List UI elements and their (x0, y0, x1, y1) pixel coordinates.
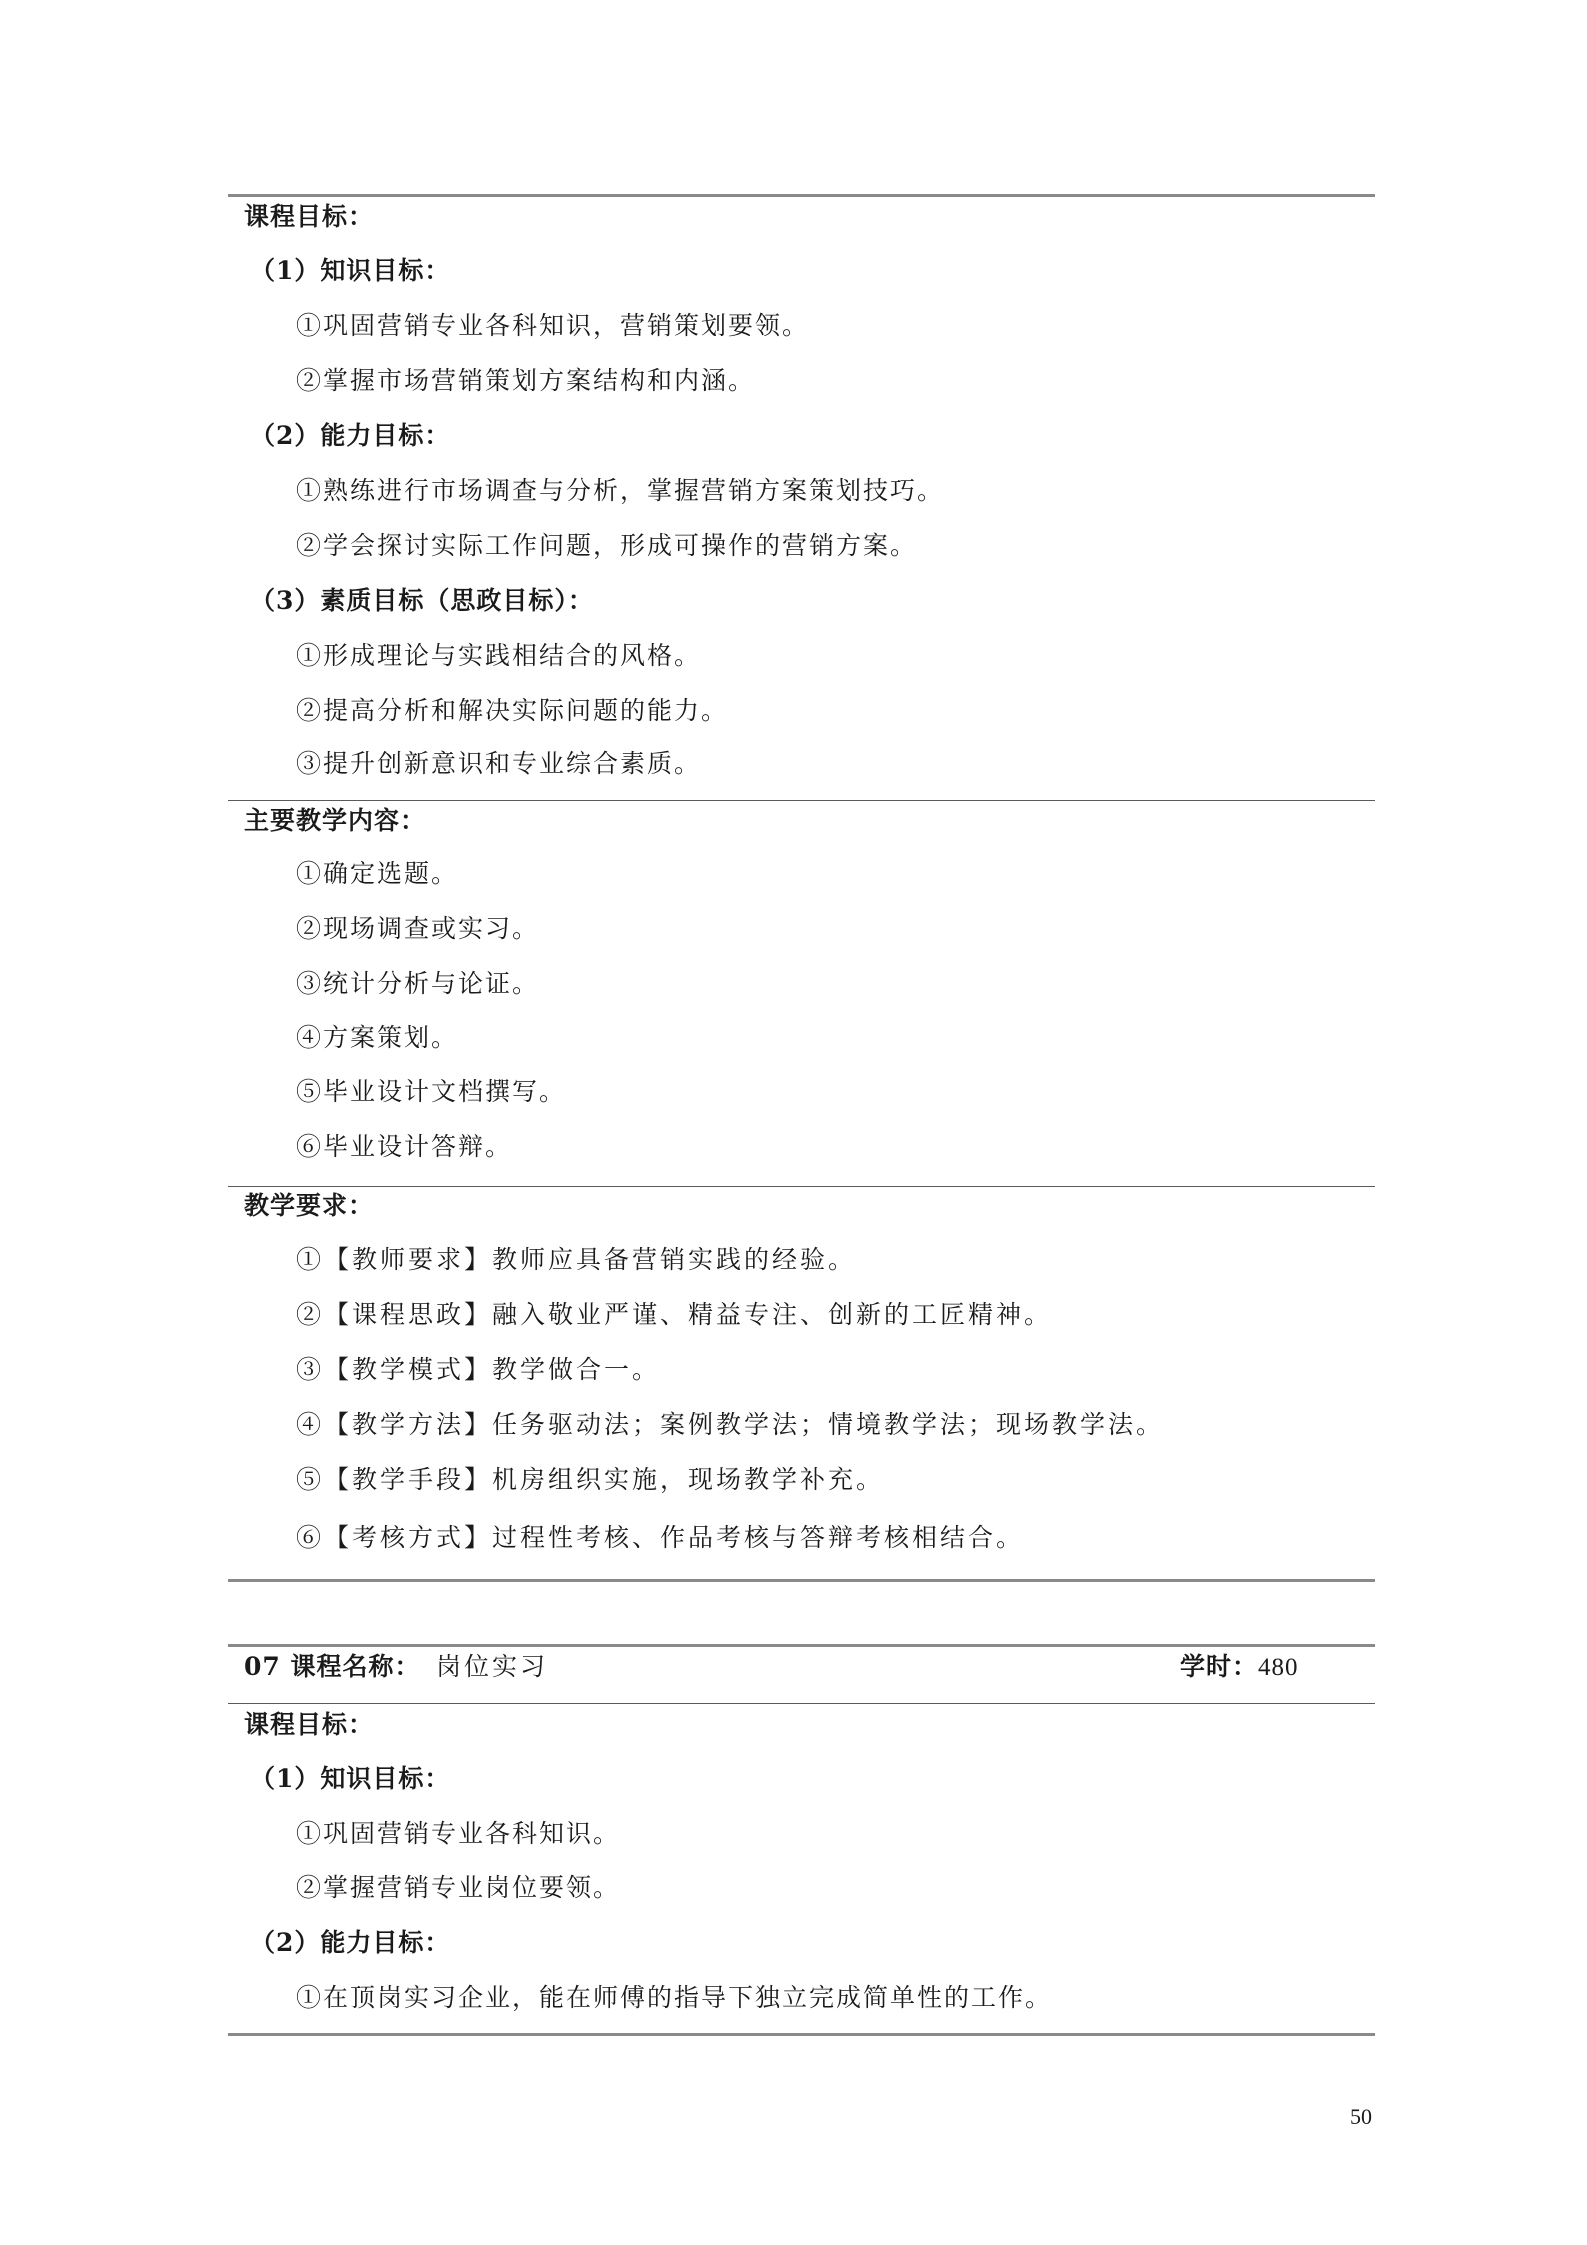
course-name-label: 课程名称： (290, 1652, 421, 1681)
teaching-content-item: ④方案策划。 (296, 1023, 459, 1052)
teaching-content-heading: 主要教学内容： (244, 806, 427, 835)
teaching-requirements-heading: 教学要求： (244, 1191, 375, 1220)
row-divider (228, 800, 1375, 801)
table-top-border (228, 1644, 1375, 1647)
teaching-requirement-item: ①【教师要求】教师应具备营销实践的经验。 (296, 1245, 857, 1274)
teaching-requirement-item: ⑥【考核方式】过程性考核、作品考核与答辩考核相结合。 (296, 1523, 1025, 1552)
quality-goal-item: ③提升创新意识和专业综合素质。 (296, 749, 702, 778)
teaching-content-item: ⑤毕业设计文档撰写。 (296, 1077, 567, 1106)
course-goal-heading: 课程目标： (244, 1710, 375, 1739)
teaching-content-item: ②现场调查或实习。 (296, 914, 540, 943)
table-bottom-border (228, 1579, 1375, 1582)
teaching-content-item: ③统计分析与论证。 (296, 969, 540, 998)
ability-goal-item: ②学会探讨实际工作问题，形成可操作的营销方案。 (296, 531, 918, 560)
knowledge-goal-item: ①巩固营销专业各科知识，营销策划要领。 (296, 311, 810, 340)
course-hours (1180, 1651, 1299, 1684)
knowledge-goal-heading: （1）知识目标： (250, 256, 451, 285)
page-number: 50 (1350, 2104, 1372, 2129)
quality-goal-heading: （3）素质目标（思政目标）： (250, 586, 594, 615)
row-divider (228, 1703, 1375, 1704)
hours-label: 学时： (1180, 1652, 1259, 1681)
ability-goal-heading: （2）能力目标： (250, 1928, 451, 1957)
row-divider (228, 1186, 1375, 1187)
quality-goal-item: ①形成理论与实践相结合的风格。 (296, 641, 702, 670)
teaching-requirement-item: ④【教学方法】任务驱动法；案例教学法；情境教学法；现场教学法。 (296, 1410, 1165, 1439)
ability-goal-item: ①在顶岗实习企业，能在师傅的指导下独立完成简单性的工作。 (296, 1983, 1053, 2012)
knowledge-goal-item: ②掌握营销专业岗位要领。 (296, 1873, 621, 1902)
course-title-row (244, 1651, 421, 1683)
teaching-content-item: ⑥毕业设计答辩。 (296, 1132, 513, 1161)
ability-goal-heading: （2）能力目标： (250, 421, 451, 450)
teaching-requirement-item: ②【课程思政】融入敬业严谨、精益专注、创新的工匠精神。 (296, 1300, 1053, 1329)
teaching-content-item: ①确定选题。 (296, 859, 459, 888)
teaching-requirement-item: ③【教学模式】教学做合一。 (296, 1355, 661, 1384)
knowledge-goal-heading: （1）知识目标： (250, 1764, 451, 1793)
knowledge-goal-item: ①巩固营销专业各科知识。 (296, 1819, 621, 1848)
ability-goal-item: ①熟练进行市场调查与分析，掌握营销方案策划技巧。 (296, 476, 945, 505)
table-top-border (228, 194, 1375, 197)
course-name: 岗位实习 (436, 1652, 549, 1681)
table-bottom-border (228, 2033, 1375, 2036)
course-goal-heading: 课程目标： (244, 202, 375, 231)
knowledge-goal-item: ②掌握市场营销策划方案结构和内涵。 (296, 366, 756, 395)
course-number: 07 (244, 1652, 281, 1681)
quality-goal-item: ②提高分析和解决实际问题的能力。 (296, 696, 729, 725)
teaching-requirement-item: ⑤【教学手段】机房组织实施，现场教学补充。 (296, 1465, 885, 1494)
hours-value: 480 (1258, 1654, 1299, 1681)
